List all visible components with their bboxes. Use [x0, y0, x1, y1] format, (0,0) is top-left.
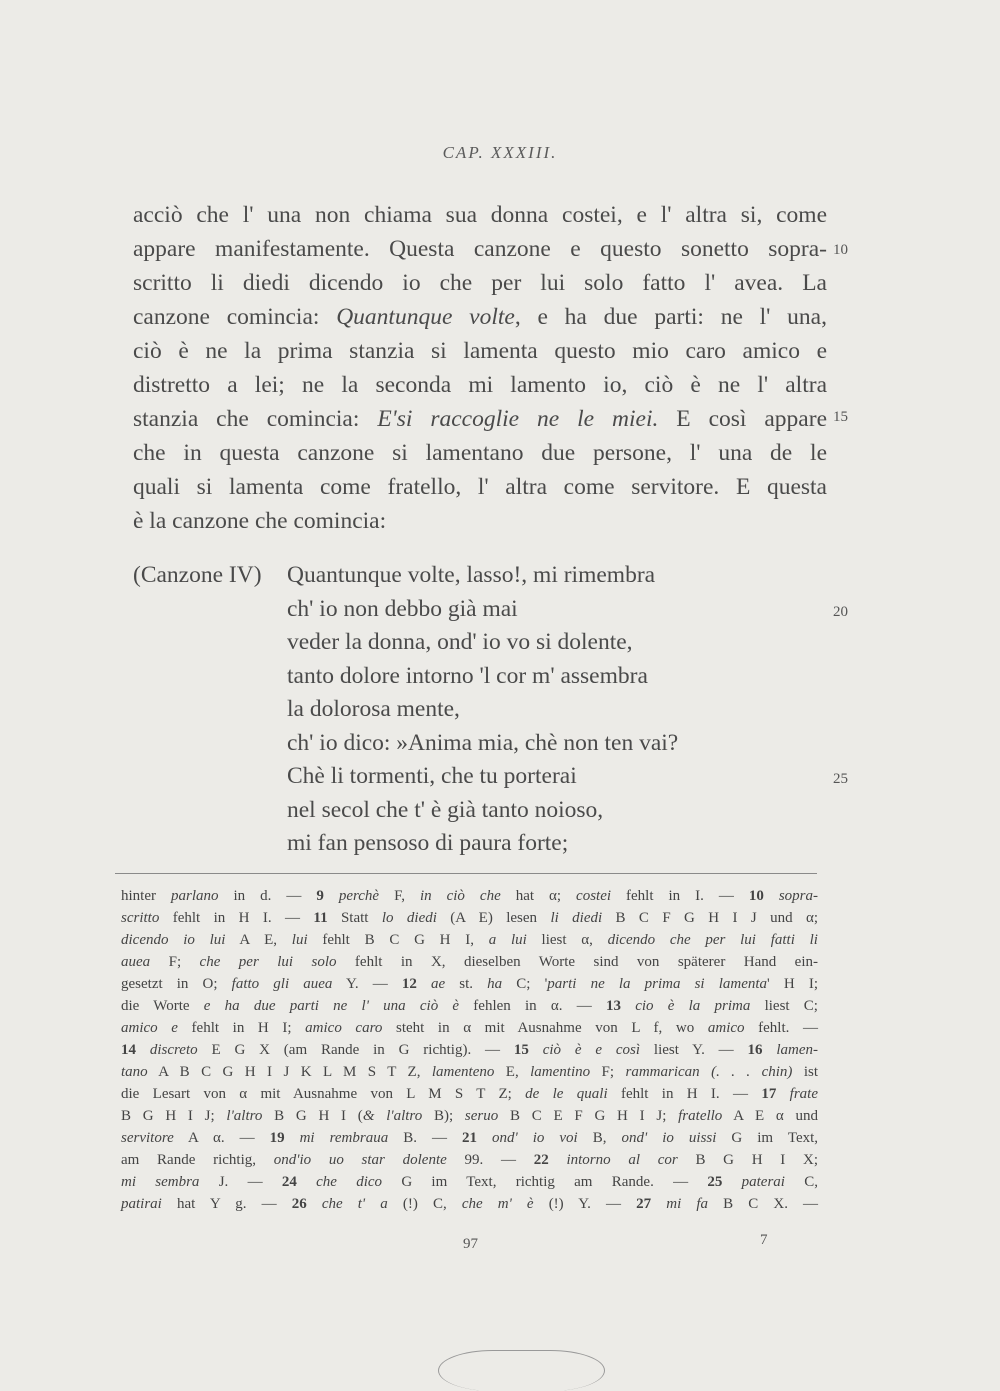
footnote-line: hinter parlano in d. — 9 perchè F, in ciò che hat α; costei fehlt in I. — 10 sopra- [121, 888, 818, 904]
verse-row [133, 593, 833, 627]
verse-row [133, 660, 833, 694]
italic-text: che m' è [461, 1196, 534, 1212]
line-number-15: 15 [833, 409, 848, 425]
verse-line: veder la donna, ond' io vo si dolente, [287, 629, 633, 655]
verse-row [133, 827, 833, 861]
bold-line-ref: 24 [281, 1174, 297, 1190]
footnote-line: die Lesart von α mit Ausnahme von L M S T Z; de le quali fehlt in H I. — 17 frate [121, 1086, 819, 1102]
prose-line: che in questa canzone si lamentano due persone, l' una de le [133, 440, 827, 466]
bold-line-ref: 12 [401, 976, 417, 992]
italic-text: costei [576, 888, 612, 904]
bold-line-ref: 21 [462, 1130, 477, 1146]
prose-line: scritto li diedi dicendo io che per lui solo fatto l' avea. La [133, 270, 827, 296]
italic-text: ond'io uo star dolente [273, 1152, 447, 1168]
footnote-line: dicendo io lui A E, lui fehlt B C G H I, a lui liest α, dicendo che per lui fatti li [121, 932, 818, 948]
italic-text: dicendo che per lui fatti li [607, 932, 818, 948]
italic-text: E'si raccoglie ne le miei. [377, 406, 659, 432]
line-number-20: 20 [833, 604, 848, 620]
italic-text: lui [291, 932, 308, 948]
line-number-25: 25 [833, 771, 848, 787]
verse-line: nel secol che t' è già tanto noioso, [287, 796, 604, 823]
italic-text: scritto [121, 910, 160, 926]
bold-line-ref: 15 [513, 1042, 529, 1058]
italic-text: fatto gli auea [231, 976, 333, 992]
footnote-line: gesetzt in O; fatto gli auea Y. — 12 ae st. ha C; 'parti ne la prima si lamenta' H I; [121, 976, 818, 992]
footnote-line: am Rande richtig, ond'io uo star dolente 99. — 22 intorno al cor B G H I X; [121, 1152, 819, 1168]
footnotes-block [121, 885, 818, 1215]
italic-text: seruo [464, 1108, 499, 1124]
bold-line-ref: 25 [707, 1174, 723, 1190]
italic-text: de le quali [525, 1086, 608, 1102]
footnote-line: tano A B C G H I J K L M S T Z, lamenteno E, lamentino F; rammarican (. . . chin) ist [121, 1064, 819, 1080]
italic-text: & l'altro [362, 1108, 423, 1124]
bold-line-ref: 10 [748, 888, 764, 904]
page-number: 97 [463, 1236, 478, 1252]
verse-row [133, 794, 833, 828]
footnote-line: auea F; che per lui solo fehlt in X, dieselben Worte sind von späterer Hand ein- [121, 954, 818, 970]
verse-block [133, 559, 833, 861]
bold-line-ref: 11 [313, 910, 328, 926]
prose-line: canzone comincia: Quantunque volte, e ha due parti: ne l' una, [133, 304, 827, 330]
line-number-10: 10 [833, 242, 848, 258]
italic-text: a lui [488, 932, 527, 948]
bold-line-ref: 27 [636, 1196, 652, 1212]
italic-text: che per lui solo [199, 954, 337, 970]
italic-text: l'altro [226, 1108, 263, 1124]
italic-text: lamentino [530, 1064, 591, 1080]
footnote-line: B G H I J; l'altro B G H I (& l'altro B); seruo B C E F G H I J; fratello A E α und [121, 1108, 818, 1124]
footnote-line: amico e fehlt in H I; amico caro steht in α mit Ausnahme von L f, wo amico fehlt. — [121, 1020, 818, 1036]
italic-text: sopra- [778, 888, 818, 904]
verse-row [133, 727, 833, 761]
footnote-divider [115, 873, 817, 874]
italic-text: intorno al cor [566, 1152, 678, 1168]
italic-text: parti ne la prima si lamenta [547, 976, 768, 992]
chapter-header: CAP. XXXIII. [442, 143, 558, 162]
bold-line-ref: 13 [605, 998, 621, 1014]
verse-row [133, 693, 833, 727]
verse-line: Quantunque volte, lasso!, mi rimembra [287, 562, 656, 588]
italic-text: ond' io voi [492, 1130, 578, 1146]
bold-line-ref: 19 [269, 1130, 285, 1146]
prose-line: quali si lamenta come fratello, l' altra come servitore. E questa [133, 474, 827, 500]
bold-line-ref: 17 [761, 1086, 777, 1102]
italic-text: discreto [149, 1042, 198, 1058]
italic-text: dicendo io lui [121, 932, 226, 948]
italic-text: ae [430, 976, 446, 992]
prose-line: stanzia che comincia: E'si raccoglie ne le miei. E così appare [133, 406, 827, 432]
bold-line-ref: 16 [747, 1042, 763, 1058]
prose-line: ciò è ne la prima stanzia si lamenta questo mio caro amico e [133, 338, 827, 364]
italic-text: e ha due parti ne l' una ciò è [203, 998, 460, 1014]
italic-text: ciò è e così [542, 1042, 641, 1058]
bold-line-ref: 26 [291, 1196, 307, 1212]
italic-text: servitore [121, 1130, 174, 1146]
italic-text: cio è la prima [635, 998, 751, 1014]
prose-block [133, 198, 827, 538]
verse-line: Chè li tormenti, che tu porterai [287, 763, 577, 789]
italic-text: amico caro [305, 1020, 383, 1036]
verse-label: (Canzone IV) [133, 562, 262, 588]
italic-text: rammarican (. . . chin) [625, 1064, 793, 1080]
prose-line: è la canzone che comincia: [133, 508, 387, 534]
verse-line: ch' io non debbo già mai [287, 595, 518, 622]
verse-row [133, 626, 833, 660]
verse-row [133, 760, 833, 794]
verse-line: tanto dolore intorno 'l cor m' assembra [287, 662, 648, 689]
italic-text: lo diedi [381, 910, 437, 926]
italic-text: che dico [316, 1174, 383, 1190]
verse-line: la dolorosa mente, [287, 696, 460, 722]
bold-line-ref: 9 [316, 888, 324, 904]
library-stamp-icon [438, 1350, 605, 1391]
prose-line: acciò che l' una non chiama sua donna costei, e l' altra si, come [133, 202, 827, 228]
italic-text: in ciò che [419, 888, 501, 904]
italic-text: lamen- [776, 1042, 819, 1058]
bold-line-ref: 14 [121, 1042, 136, 1058]
footnote-line: mi sembra J. — 24 che dico G im Text, richtig am Rande. — 25 paterai C, [121, 1174, 819, 1190]
footnote-line: servitore A α. — 19 mi rembraua B. — 21 ond' io voi B, ond' io uissi G im Text, [121, 1130, 819, 1146]
italic-text: frate [789, 1086, 819, 1102]
footnote-line: die Worte e ha due parti ne l' una ciò è fehlen in α. — 13 cio è la prima liest C; [121, 998, 818, 1014]
italic-text: perchè [338, 888, 380, 904]
verse-line: mi fan pensoso di paura forte; [287, 830, 569, 856]
prose-line: distretto a lei; ne la seconda mi lamento io, ciò è ne l' altra [133, 372, 827, 398]
italic-text: mi rembraua [299, 1130, 389, 1146]
italic-text: ond' io uissi [621, 1130, 717, 1146]
italic-text: parlano [170, 888, 219, 904]
italic-text: ha [487, 976, 503, 992]
footnote-line: patirai hat Y g. — 26 che t' a (!) C, che m' è (!) Y. — 27 mi fa B C X. — [121, 1196, 819, 1212]
footnote-line: scritto fehlt in H I. — 11 Statt lo diedi (A E) lesen li diedi B C F G H I J und α; [121, 910, 818, 926]
italic-text: paterai [741, 1174, 785, 1190]
italic-text: mi fa [666, 1196, 709, 1212]
italic-text: mi sembra [121, 1174, 200, 1190]
italic-text: lamenteno [431, 1064, 495, 1080]
verse-row [133, 559, 833, 593]
bold-line-ref: 22 [533, 1152, 549, 1168]
italic-text: che t' a [321, 1196, 388, 1212]
footnote-line: 14 discreto E G X (am Rande in G richtig). — 15 ciò è e così liest Y. — 16 lamen- [121, 1042, 819, 1058]
signature-mark: 7 [760, 1232, 768, 1248]
italic-text: Quantunque volte [336, 304, 515, 330]
italic-text: li diedi [550, 910, 603, 926]
italic-text: patirai [121, 1196, 162, 1212]
verse-line: ch' io dico: »Anima mia, chè non ten vai? [287, 729, 679, 756]
italic-text: amico e [121, 1020, 178, 1036]
italic-text: amico [707, 1020, 745, 1036]
italic-text: fratello [678, 1108, 723, 1124]
italic-text: tano [121, 1064, 148, 1080]
italic-text: auea [121, 954, 151, 970]
prose-line: appare manifestamente. Questa canzone e questo sonetto sopra- [133, 236, 827, 262]
